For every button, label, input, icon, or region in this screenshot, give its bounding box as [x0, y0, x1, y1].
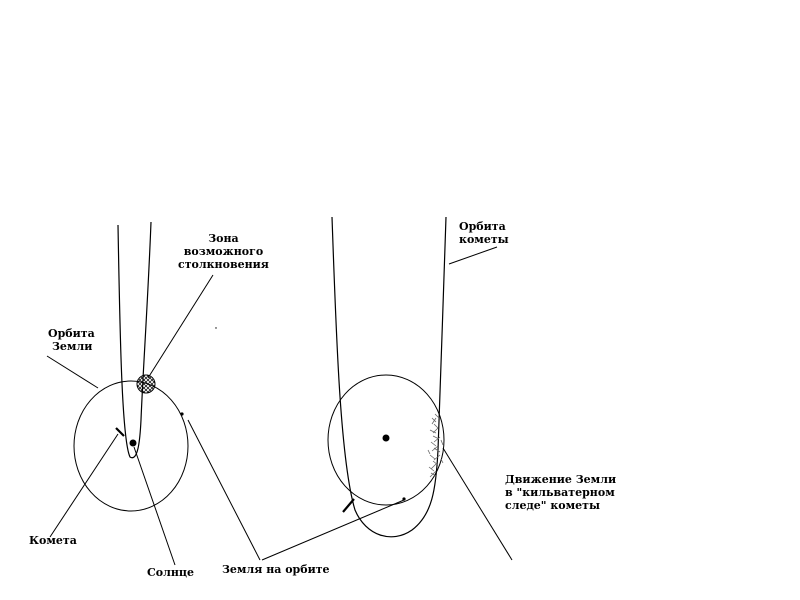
leader-comet	[50, 434, 118, 537]
leader-earth-on-orbit-right	[262, 500, 404, 560]
comet-orbit-right	[332, 217, 446, 537]
leader-collision-zone	[148, 275, 213, 378]
leader-earth-orbit	[47, 356, 98, 388]
earth-dot-left	[180, 412, 183, 415]
label-sun: Солнце	[147, 566, 195, 579]
earth-orbit-left	[74, 381, 188, 511]
label-earth-motion: Движение Земли в "кильватерном следе" кометы	[505, 473, 617, 512]
collision-zone-marker	[137, 375, 155, 393]
sun-right	[383, 435, 390, 442]
comet-wake-trail	[428, 414, 443, 477]
stray-dot	[215, 327, 216, 328]
comet-orbit-left	[118, 222, 151, 458]
leader-comet-orbit	[449, 247, 497, 264]
label-earth-on-orbit: Земля на орбите	[222, 563, 330, 576]
label-comet-orbit: Орбита кометы	[459, 220, 509, 246]
leader-earth-on-orbit-left	[188, 420, 260, 560]
leader-sun	[134, 447, 175, 565]
sun-left	[130, 440, 137, 447]
label-collision-zone: Зона возможного столкновения	[178, 232, 269, 271]
label-comet: Комета	[29, 534, 77, 547]
comet-marker-right	[343, 499, 354, 512]
leader-earth-motion	[443, 448, 512, 560]
label-earth-orbit: Орбита Земли	[48, 327, 95, 353]
